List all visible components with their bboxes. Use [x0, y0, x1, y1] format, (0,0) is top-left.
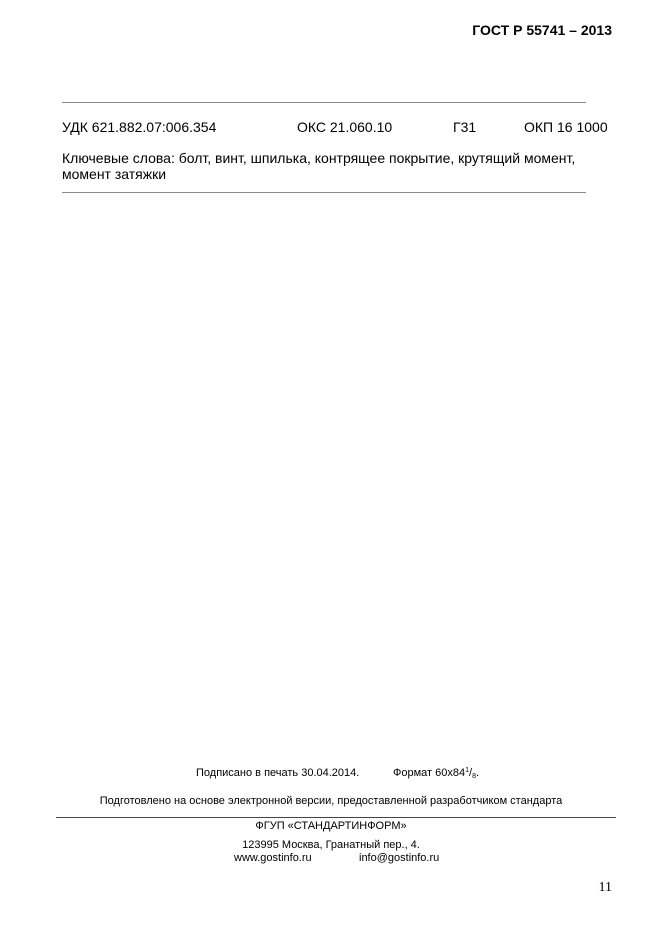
prepared-note: Подготовлено на основе электронной версии, предоставленной разработчиком стандарта — [99, 795, 563, 807]
oks-code: ОКС 21.060.10 — [297, 119, 393, 135]
signed-date: Подписано в печать 30.04.2014. — [196, 767, 360, 779]
format-prefix: Формат 60х84 — [393, 767, 466, 779]
publisher-name: ФГУП «СТАНДАРТИНФОРМ» — [255, 820, 407, 832]
page-number: 11 — [598, 880, 612, 895]
format-numerator: 1 — [465, 767, 470, 774]
keywords-divider — [62, 192, 586, 193]
website-link[interactable]: www.gostinfo.ru — [234, 852, 312, 864]
group-code: Г31 — [453, 119, 477, 135]
publisher-address: 123995 Москва, Гранатный пер., 4. — [242, 839, 420, 851]
okp-code: ОКП 16 1000 — [524, 119, 608, 135]
standard-title: ГОСТ Р 55741 – 2013 — [472, 22, 612, 38]
email-link[interactable]: info@gostinfo.ru — [359, 852, 440, 864]
format-denominator: 8 — [472, 773, 476, 780]
format-suffix: . — [475, 767, 480, 779]
paper-format: Формат $60х84^1/_8$. — [393, 767, 480, 780]
keywords-paragraph: Ключевые слова: болт, винт, шпилька, контрящее покрытие, крутящий момент, момент затяжки — [62, 150, 576, 182]
udk-code: УДК 621.882.07:006.354 — [62, 119, 217, 135]
publisher-divider — [56, 817, 616, 818]
top-divider — [62, 102, 586, 103]
